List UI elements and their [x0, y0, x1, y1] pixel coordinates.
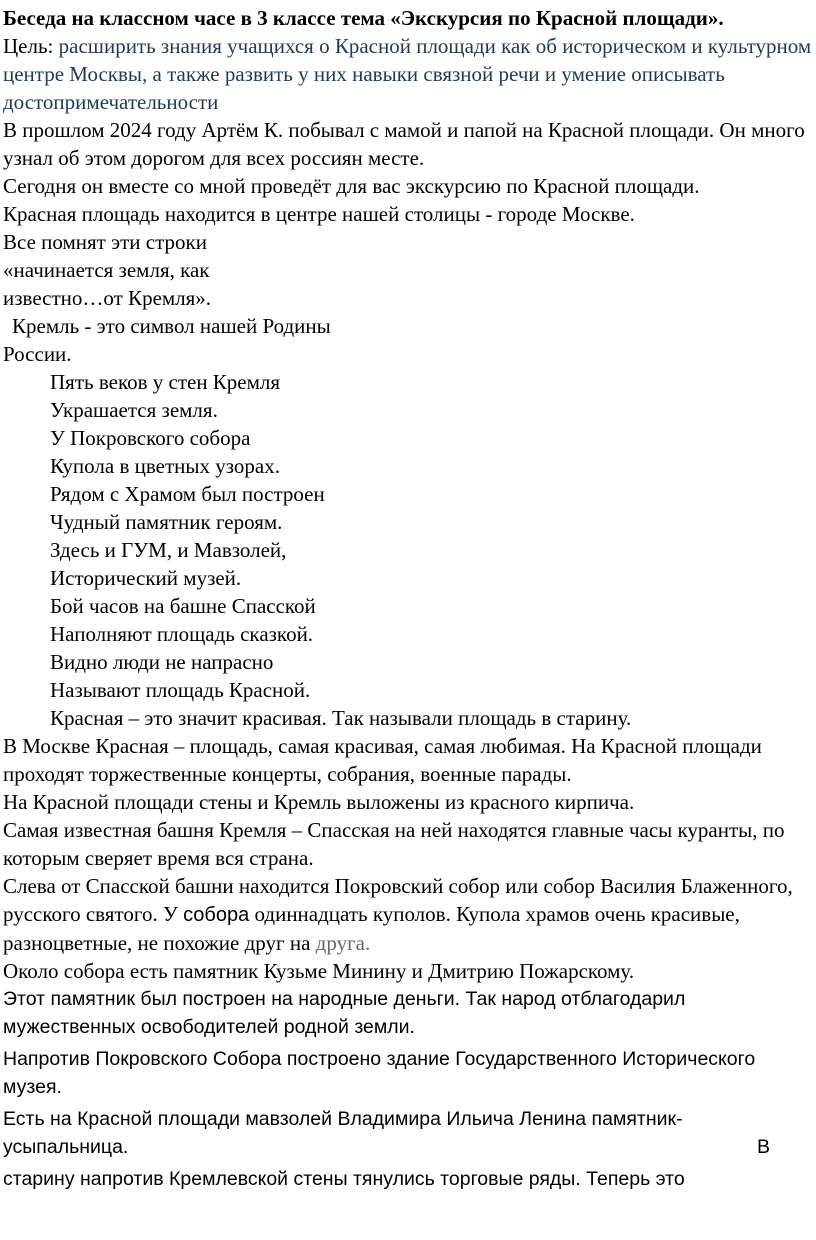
poem-line: Бой часов на башне Спасской [50, 594, 316, 618]
cathedral-text-c: одиннадцать куполов. Купола храмов очень красивые, разноцветные, не похожие друг на [3, 902, 740, 955]
poem-line: Красная – это значит красивая. Так называли площадь в старину. [50, 706, 632, 730]
poem-line: Исторический музей. [50, 566, 242, 590]
mausoleum-line-2: усыпальница. [3, 1136, 129, 1158]
sans-paragraph-2: Напротив Покровского Собора построено здание Государственного Исторического музея. [3, 1048, 756, 1098]
mausoleum-line-1: Есть на Красной площади мавзолей Владимира Ильича Ленина памятник- [3, 1108, 683, 1130]
poem-line: Купола в цветных узорах. [50, 454, 280, 478]
poem-line: Видно люди не напрасно [50, 650, 274, 674]
mausoleum-line-2-row [3, 1133, 770, 1161]
sans-paragraph-1: Этот памятник был построен на народные деньги. Так народ отблагодарил мужественных освободителей родной земли. [3, 988, 686, 1038]
poem-line: Украшается земля. [50, 398, 218, 422]
goal-paragraph [3, 32, 816, 116]
monument-paragraph: Около собора есть памятник Кузьме Минину и Дмитрию Пожарскому. [3, 959, 635, 983]
poem-line: Пять веков у стен Кремля [50, 370, 281, 394]
mausoleum-tail: В [756, 1136, 770, 1158]
intro-paragraph-2: Сегодня он вместе со мной проведёт для вас экскурсию по Красной площади. [3, 174, 700, 198]
poem-line: Наполняют площадь сказкой. [50, 622, 314, 646]
body-paragraph-2: На Красной площади стены и Кремль выложены из красного кирпича. [3, 790, 635, 814]
poem-line: Чудный памятник героям. [50, 510, 283, 534]
cathedral-text-d: друга. [315, 931, 371, 955]
goal-text: расширить знания учащихся о Красной площади как об историческом и культурном центре Москвы, а также развить у них навыки связной речи и умение описывать достопримечательности [3, 34, 812, 114]
cathedral-text-a: Слева от Спасской башни находится Покровский собор или собор Василия Блаженного, русского святого. У [3, 874, 793, 926]
quote-line-3: известно…от Кремля». [3, 286, 212, 310]
sans-section [3, 985, 816, 1193]
poem-line: Здесь и ГУМ, и Мавзолей, [50, 538, 287, 562]
body-paragraph-1: В Москве Красная – площадь, самая красивая, самая любимая. На Красной площади проходят торжественные концерты, собрания, военные парады. [3, 734, 762, 786]
quote-line-2: «начинается земля, как [3, 258, 210, 282]
intro-paragraph-1: В прошлом 2024 году Артём К. побывал с мамой и папой на Красной площади. Он много узнал об этом дорогом для всех россиян месте. [3, 118, 805, 170]
poem-line: Рядом с Храмом был построен [50, 482, 325, 506]
body-paragraph-3: Самая известная башня Кремля – Спасская на ней находятся главные часы куранты, по которым сверяет время вся страна. [3, 818, 785, 870]
poem-block [3, 368, 816, 732]
quote-line-1: Все помнят эти строки [3, 230, 207, 254]
cathedral-text-b: собора [183, 904, 250, 926]
intro-paragraph-3: Красная площадь находится в центре нашей столицы - городе Москве. [3, 202, 635, 226]
kremlin-line-2: России. [3, 342, 72, 366]
goal-label: Цель: [3, 34, 54, 58]
poem-line: Называют площадь Красной. [50, 678, 311, 702]
page-title: Беседа на классном часе в 3 классе тема «Экскурсия по Красной площади». [3, 6, 724, 30]
cathedral-paragraph [3, 872, 816, 957]
final-line: старину напротив Кремлевской стены тянулись торговые ряды. Теперь это [3, 1168, 685, 1190]
kremlin-line-1: Кремль - это символ нашей Родины [12, 314, 331, 338]
serif-section [3, 4, 816, 985]
poem-line: У Покровского собора [50, 426, 251, 450]
